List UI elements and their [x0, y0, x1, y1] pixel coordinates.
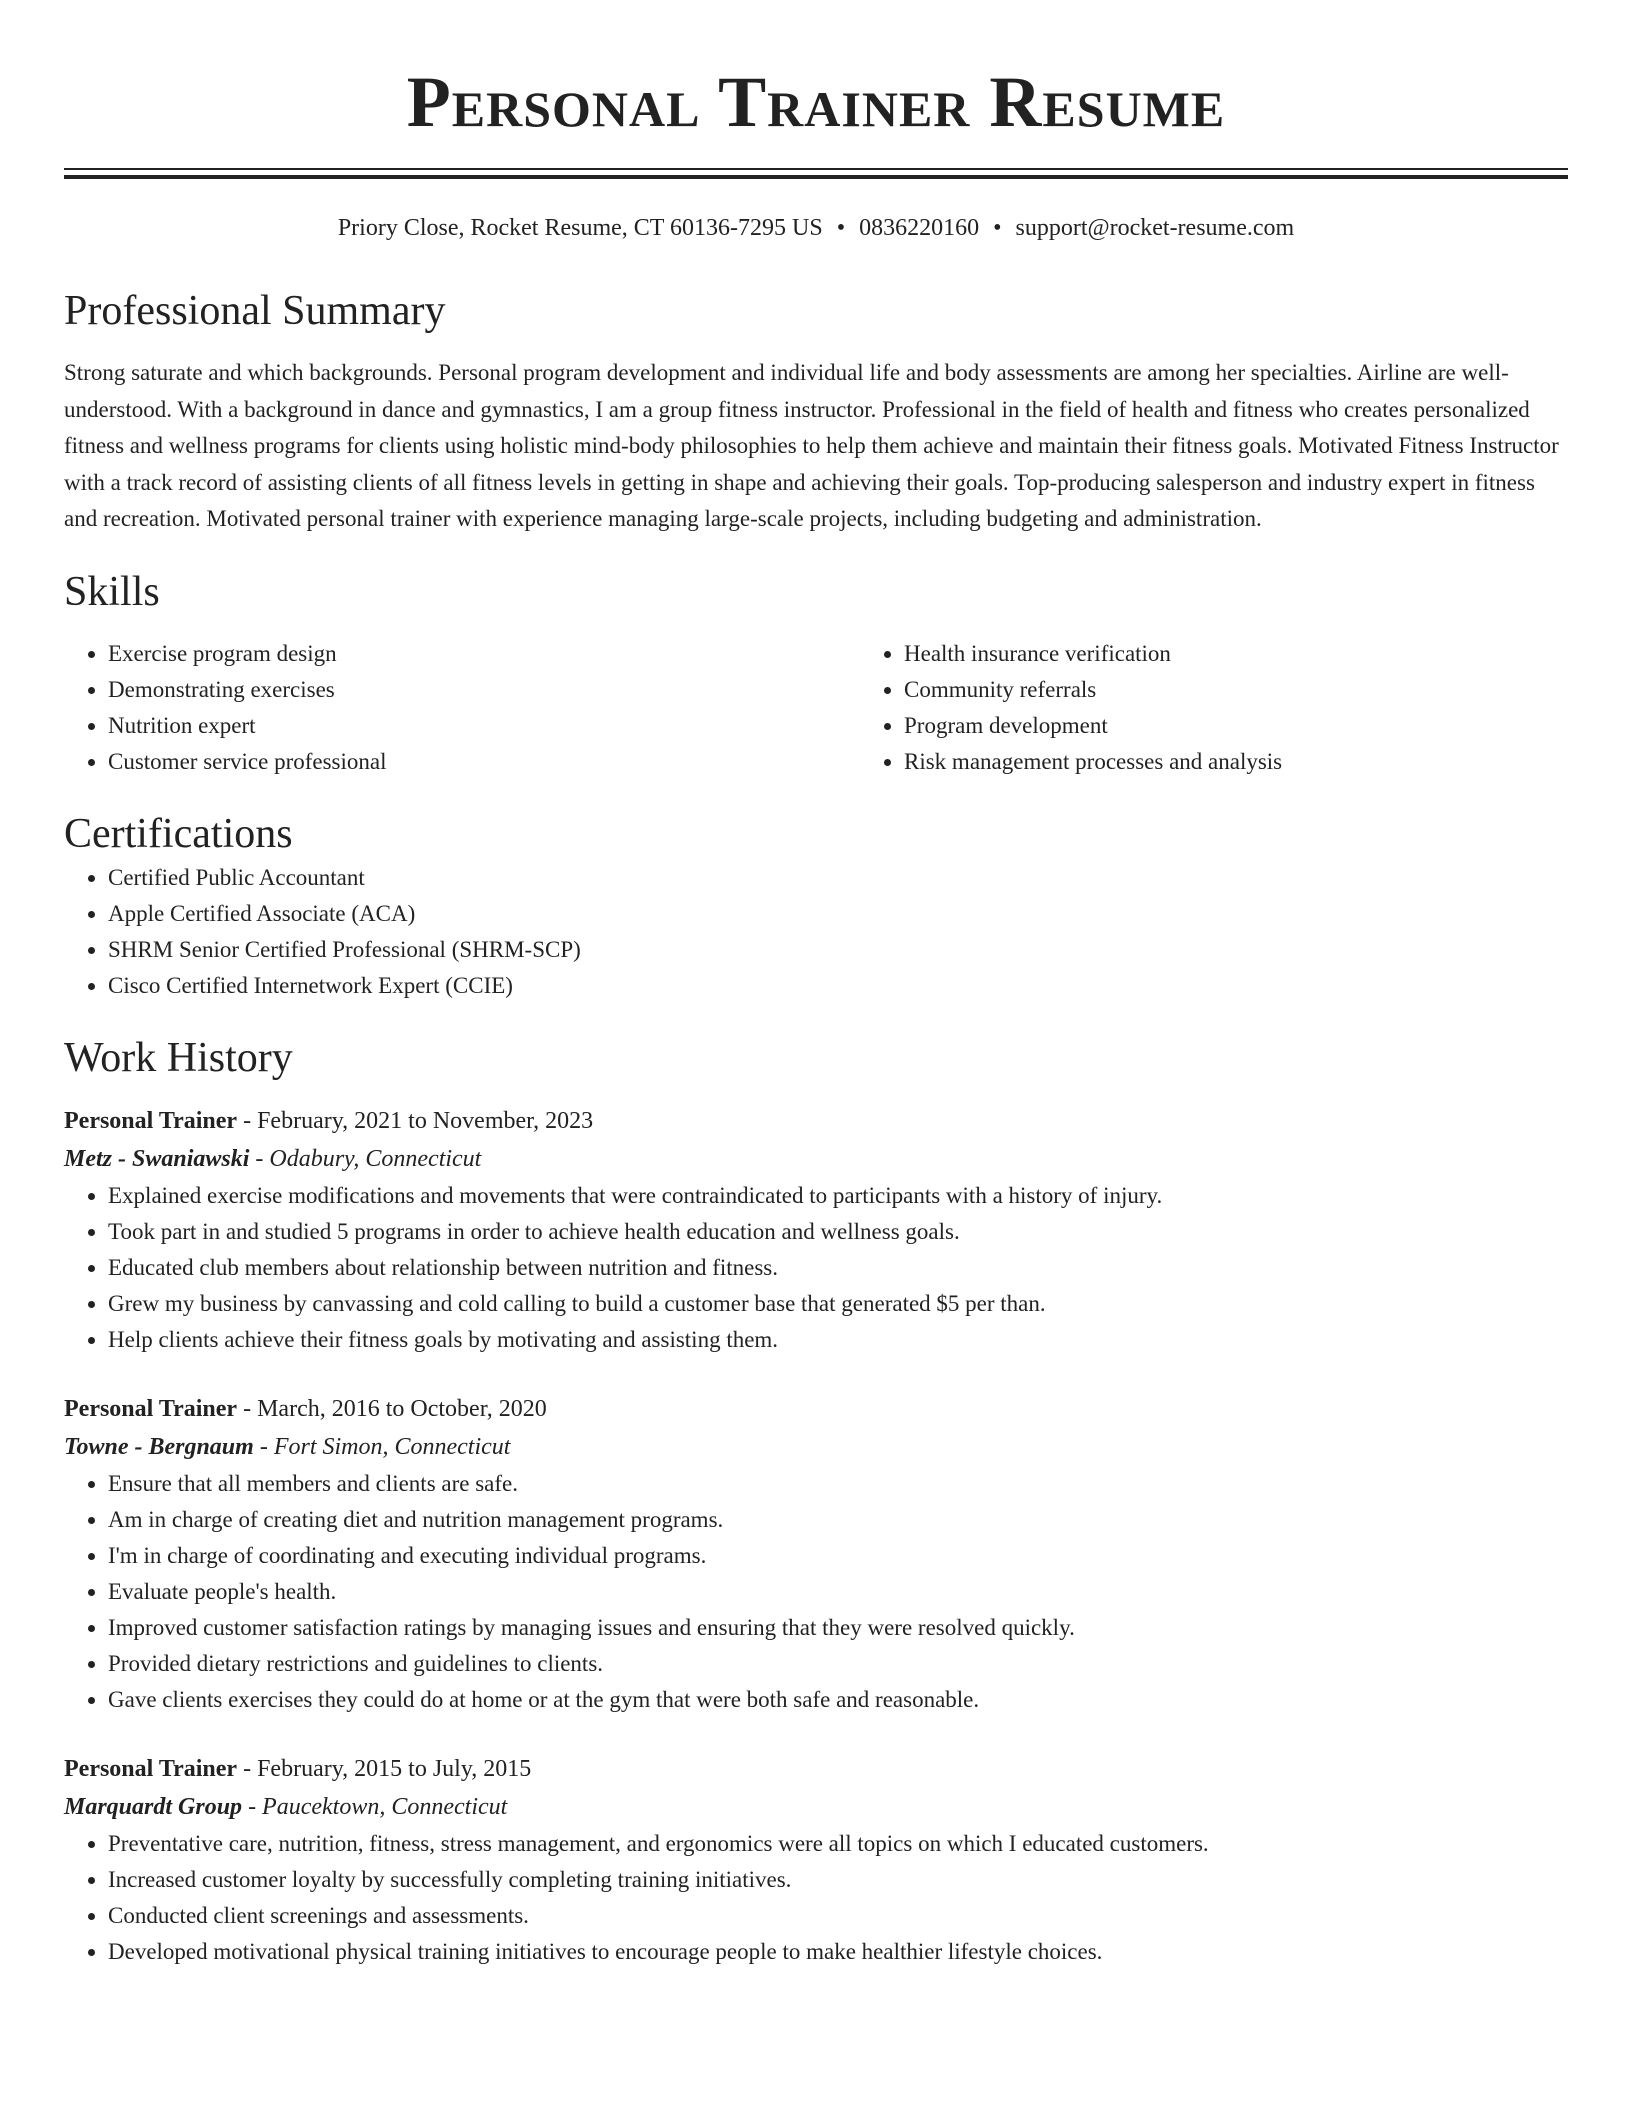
job-duty-item: • Am in charge of creating diet and nutrition management programs. [108, 1502, 1568, 1538]
summary-text: Strong saturate and which backgrounds. Personal program development and individual life and body assessments are among her specialties. Airline are well-understood. With a background in dance and gymnastics, I am a group fitness instructor. Professional in the field of health and fitness who creates personalized fitness and wellness programs for clients using holistic mind-body philosophies to help them achieve and maintain their fitness goals. Motivated Fitness Instructor with a track record of assisting clients of all fitness levels in getting in shape and achieving their goals. Top-producing salesperson and industry expert in fitness and recreation. Motivated personal trainer with experience managing large-scale projects, including budgeting and administration. [64, 360, 1559, 531]
job-duty-item: • Provided dietary restrictions and guidelines to clients. [108, 1646, 1568, 1682]
job-role: Personal Trainer [64, 1395, 238, 1422]
job-duty-item: • I'm in charge of coordinating and executing individual programs. [108, 1538, 1568, 1574]
contact-email: support@rocket-resume.com [1015, 215, 1295, 241]
job-duty-item: • Evaluate people's health. [108, 1574, 1568, 1610]
skill-item: • Program development [904, 708, 1632, 744]
job-employer [64, 1788, 1568, 1826]
skill-item: • Health insurance verification [904, 636, 1632, 672]
title-divider [64, 168, 1568, 179]
skills-list-left [64, 636, 860, 780]
skills-list-right [860, 636, 1632, 780]
job-header [64, 1102, 1568, 1140]
job-entry [64, 1390, 1568, 1718]
job-location: - Fort Simon, Connecticut [253, 1433, 511, 1460]
skill-item: • Exercise program design [108, 636, 860, 672]
job-duty-item: • Conducted client screenings and assessments. [108, 1898, 1568, 1934]
job-duty-item: • Increased customer loyalty by successfully completing training initiatives. [108, 1862, 1568, 1898]
contact-address: Priory Close, Rocket Resume, CT 60136-7295 US [337, 215, 823, 241]
skill-item: • Demonstrating exercises [108, 672, 860, 708]
job-entry [64, 1102, 1568, 1358]
certification-item: • SHRM Senior Certified Professional (SHRM-SCP) [108, 932, 1568, 968]
section-heading-certifications: Certifications [64, 810, 293, 857]
job-header [64, 1390, 1568, 1428]
job-dates: - February, 2021 to November, 2023 [237, 1107, 594, 1134]
job-duties-list [64, 1178, 1568, 1358]
job-duty-item: • Educated club members about relationship between nutrition and fitness. [108, 1250, 1568, 1286]
job-role: Personal Trainer [64, 1755, 238, 1782]
job-entry [64, 1750, 1568, 1970]
section-heading-skills: Skills [64, 568, 160, 615]
job-dates: - March, 2016 to October, 2020 [237, 1395, 547, 1422]
section-heading-work-history: Work History [64, 1034, 293, 1081]
contact-phone: 0836220160 [859, 215, 980, 241]
job-duty-item: • Preventative care, nutrition, fitness, stress management, and ergonomics were all topics on which I educated customers. [108, 1826, 1568, 1862]
certification-item: • Certified Public Accountant [108, 860, 1568, 896]
job-duties-list [64, 1466, 1568, 1718]
job-duty-item: • Help clients achieve their fitness goals by motivating and assisting them. [108, 1322, 1568, 1358]
job-duty-item: • Explained exercise modifications and movements that were contraindicated to participants with a history of injury. [108, 1178, 1568, 1214]
job-role: Personal Trainer [64, 1107, 238, 1134]
job-dates: - February, 2015 to July, 2015 [237, 1755, 532, 1782]
section-heading-summary: Professional Summary [64, 288, 446, 334]
certification-item: • Cisco Certified Internetwork Expert (CCIE) [108, 968, 1568, 1004]
contact-separator: • [993, 215, 1002, 241]
job-company: Marquardt Group [64, 1793, 243, 1820]
skill-item: • Community referrals [904, 672, 1632, 708]
resume-title: Personal Trainer Resume [406, 62, 1226, 142]
job-company: Metz - Swaniawski [64, 1145, 250, 1172]
skills-grid [64, 636, 1568, 780]
job-duties-list [64, 1826, 1568, 1970]
skill-item: • Risk management processes and analysis [904, 744, 1632, 780]
skill-item: • Customer service professional [108, 744, 860, 780]
job-duty-item: • Gave clients exercises they could do at home or at the gym that were both safe and reasonable. [108, 1682, 1568, 1718]
job-duty-item: • Developed motivational physical training initiatives to encourage people to make healthier lifestyle choices. [108, 1934, 1568, 1970]
certification-item: • Apple Certified Associate (ACA) [108, 896, 1568, 932]
job-employer [64, 1140, 1568, 1178]
job-duty-item: • Ensure that all members and clients are safe. [108, 1466, 1568, 1502]
job-employer [64, 1428, 1568, 1466]
job-duty-item: • Took part in and studied 5 programs in order to achieve health education and wellness goals. [108, 1214, 1568, 1250]
job-location: - Odabury, Connecticut [249, 1145, 482, 1172]
job-location: - Paucektown, Connecticut [242, 1793, 508, 1820]
job-company: Towne - Bergnaum [64, 1433, 254, 1460]
certifications-list [64, 860, 1568, 1004]
skill-item: • Nutrition expert [108, 708, 860, 744]
job-duty-item: • Improved customer satisfaction ratings by managing issues and ensuring that they were resolved quickly. [108, 1610, 1568, 1646]
contact-separator: • [836, 215, 846, 241]
job-header [64, 1750, 1568, 1788]
job-duty-item: • Grew my business by canvassing and cold calling to build a customer base that generated $5 per than. [108, 1286, 1568, 1322]
contact-line [64, 213, 1568, 243]
